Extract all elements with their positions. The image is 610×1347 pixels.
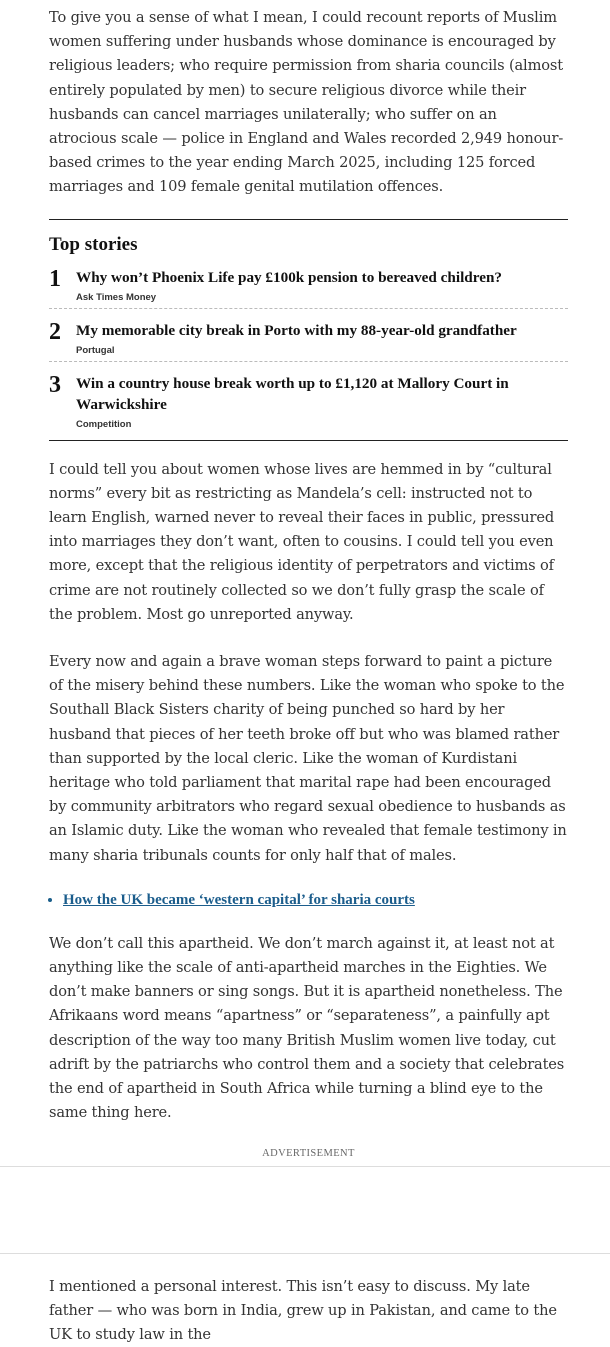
related-links-list: [49, 888, 568, 912]
story-rank: 3: [49, 371, 76, 430]
related-link-item: [63, 888, 568, 912]
top-story-item[interactable]: [49, 318, 568, 362]
story-rank: 1: [49, 265, 76, 303]
top-stories-panel: [49, 220, 568, 440]
top-story-item[interactable]: [49, 265, 568, 309]
advertisement-slot[interactable]: [0, 1166, 610, 1254]
top-story-item[interactable]: [49, 371, 568, 440]
story-title-link[interactable]: Win a country house break worth up to £1,120 at Mallory Court in Warwickshire: [76, 371, 568, 415]
article-paragraph: I could tell you about women whose lives are hemmed in by “cultural norms” every bit as restricting as Mandela’s cell: instructed not to learn English, warned never to reveal their faces in public, pressured into marriages they don’t want, often to cousins. I could tell you even more, except that the religious identity of perpetrators and victims of crime are not routinely collected so we don’t fully grasp the scale of the problem. Most go unreported anyway.: [49, 458, 568, 627]
story-section-tag: Competition: [76, 419, 568, 430]
article-paragraph: Every now and again a brave woman steps forward to paint a picture of the misery behind these numbers. Like the woman who spoke to the Southall Black Sisters charity of being punched so hard by her husband that pieces of her teeth broke off but who was blamed rather than supported by the local cleric. Like the woman of Kurdistani heritage who told parliament that marital rape had been encouraged by community arbitrators who regard sexual obedience to husbands as an Islamic duty. Like the woman who revealed that female testimony in many sharia tribunals counts for only half that of males.: [49, 650, 568, 868]
story-section-tag: Ask Times Money: [76, 292, 568, 303]
advertisement-label: ADVERTISEMENT: [49, 1148, 568, 1159]
top-stories-heading: Top stories: [49, 234, 568, 256]
story-title-link[interactable]: Why won’t Phoenix Life pay £100k pension to bereaved children?: [76, 265, 568, 288]
article-paragraph: To give you a sense of what I mean, I could recount reports of Muslim women suffering under husbands whose dominance is encouraged by religious leaders; who require permission from sharia councils (almost entirely populated by men) to secure religious divorce while their husbands can cancel marriages unilaterally; who suffer on an atrocious scale — police in England and Wales recorded 2,949 honour-based crimes to the year ending March 2025, including 125 forced marriages and 109 female genital mutilation offences.: [49, 0, 568, 200]
related-article-link[interactable]: How the UK became ‘western capital’ for sharia courts: [63, 892, 415, 908]
story-title-link[interactable]: My memorable city break in Porto with my 88-year-old grandfather: [76, 318, 568, 341]
story-section-tag: Portugal: [76, 345, 568, 356]
story-rank: 2: [49, 318, 76, 356]
article-paragraph: I mentioned a personal interest. This isn’t easy to discuss. My late father — who was born in India, grew up in Pakistan, and came to the UK to study law in the: [49, 1275, 568, 1347]
article-paragraph: We don’t call this apartheid. We don’t march against it, at least not at anything like the scale of anti-apartheid marches in the Eighties. We don’t make banners or sing songs. But it is apartheid nonetheless. The Afrikaans word means “apartness” or “separateness”, a painfully apt description of the way too many British Muslim women live today, cut adrift by the patriarchs who control them and a society that celebrates the end of apartheid in South Africa while turning a blind eye to the same thing here.: [49, 932, 568, 1126]
